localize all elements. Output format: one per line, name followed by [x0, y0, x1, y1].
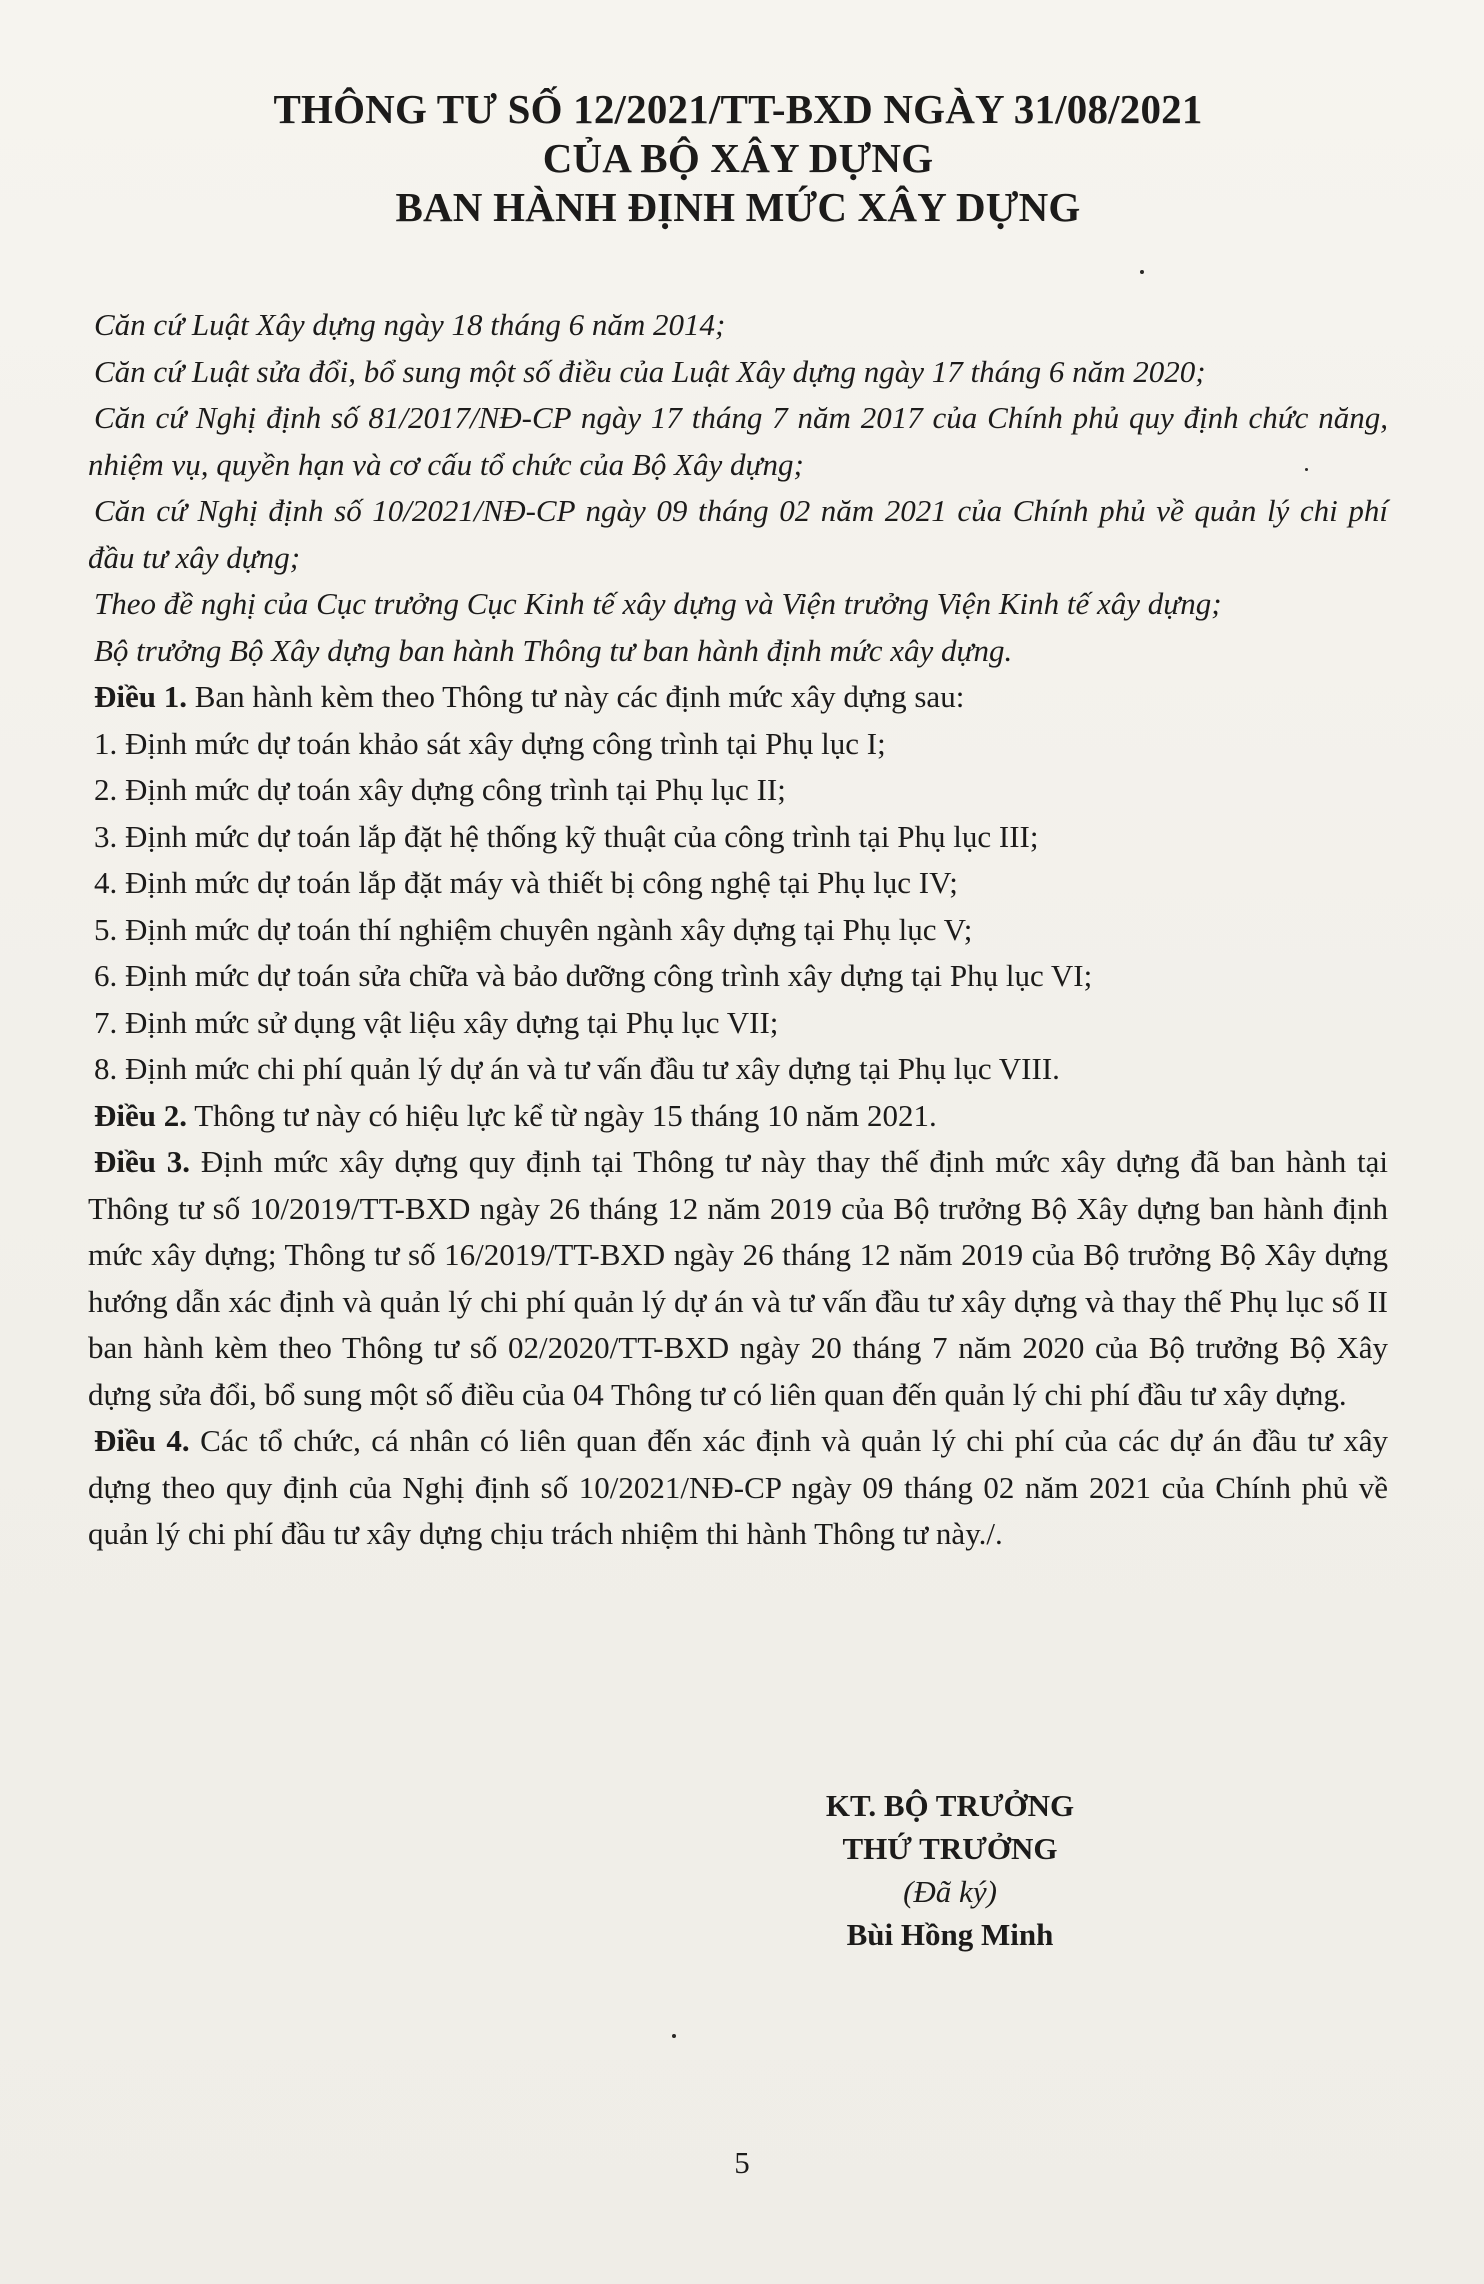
article-1: [88, 674, 1388, 721]
basis-paragraph: Căn cứ Luật sửa đổi, bổ sung một số điều của Luật Xây dựng ngày 17 tháng 6 năm 2020;: [94, 353, 1206, 389]
basis-paragraph: Căn cứ Nghị định số 10/2021/NĐ-CP ngày 09 tháng 02 năm 2021 của Chính phủ về quản lý chi phí đầu tư xây dựng;: [88, 493, 1388, 575]
list-item: 8. Định mức chi phí quản lý dự án và tư vấn đầu tư xây dựng tại Phụ lục VIII.: [94, 1051, 1060, 1086]
list-item: 6. Định mức dự toán sửa chữa và bảo dưỡng công trình xây dựng tại Phụ lục VI;: [94, 958, 1093, 993]
article-3: [88, 1139, 1388, 1418]
basis-paragraph: Theo đề nghị của Cục trưởng Cục Kinh tế xây dựng và Viện trưởng Viện Kinh tế xây dựng;: [94, 586, 1222, 621]
article-text: Các tổ chức, cá nhân có liên quan đến xác định và quản lý chi phí của các dự án đầu tư xây dựng theo quy định của Nghị định số 10/2021/NĐ-CP ngày 09 tháng 02 năm 2021 của Chính phủ về quản lý chi phí đầu tư xây dựng chịu trách nhiệm thi hành Thông tư này./.: [88, 1423, 1388, 1551]
article-label: Điều 4.: [94, 1423, 190, 1458]
signer-title: THỨ TRƯỞNG: [842, 1831, 1058, 1866]
document-title: [88, 85, 1388, 232]
list-item: 5. Định mức dự toán thí nghiệm chuyên ngành xây dựng tại Phụ lục V;: [94, 911, 973, 947]
article-text: Thông tư này có hiệu lực kể từ ngày 15 tháng 10 năm 2021.: [187, 1097, 937, 1133]
list-item: 2. Định mức dự toán xây dựng công trình tại Phụ lục II;: [94, 772, 786, 807]
article-text: Định mức xây dựng quy định tại Thông tư này thay thế định mức xây dựng đã ban hành tại Thông tư số 10/2019/TT-BXD ngày 26 tháng 12 năm 2019 của Bộ trưởng Bộ Xây dựng ban hành định mức xây dựng; Thông tư số 16/2019/TT-BXD ngày 26 tháng 12 năm 2019 của Bộ trưởng Bộ Xây dựng hướng dẫn xác định và quản lý chi phí quản lý dự án và tư vấn đầu tư xây dựng và thay thế Phụ lục số II ban hành kèm theo Thông tư số 02/2020/TT-BXD ngày 20 tháng 7 năm 2020 của Bộ trưởng Bộ Xây dựng sửa đổi, bổ sung một số điều của 04 Thông tư có liên quan đến quản lý chi phí đầu tư xây dựng.: [88, 1144, 1388, 1412]
signature-block: [700, 1784, 1200, 1956]
article-2: [88, 1093, 1388, 1140]
basis-paragraph: Bộ trưởng Bộ Xây dựng ban hành Thông tư ban hành định mức xây dựng.: [94, 632, 1013, 668]
title-line: BAN HÀNH ĐỊNH MỨC XÂY DỰNG: [395, 184, 1081, 230]
article-label: Điều 3.: [94, 1144, 191, 1179]
list-item: 3. Định mức dự toán lắp đặt hệ thống kỹ thuật của công trình tại Phụ lục III;: [94, 818, 1039, 854]
basis-paragraph: Căn cứ Nghị định số 81/2017/NĐ-CP ngày 17 tháng 7 năm 2017 của Chính phủ quy định chức năng, nhiệm vụ, quyền hạn và cơ cấu tổ chức của Bộ Xây dựng;: [88, 400, 1388, 482]
basis-paragraph: Căn cứ Luật Xây dựng ngày 18 tháng 6 năm 2014;: [94, 307, 726, 342]
list-item: 7. Định mức sử dụng vật liệu xây dựng tại Phụ lục VII;: [94, 1004, 779, 1040]
list-item: 4. Định mức dự toán lắp đặt máy và thiết bị công nghệ tại Phụ lục IV;: [94, 865, 958, 900]
signer-authority: KT. BỘ TRƯỞNG: [825, 1788, 1075, 1823]
document-body: [88, 85, 1388, 1558]
list-item: 1. Định mức dự toán khảo sát xây dựng công trình tại Phụ lục I;: [94, 725, 886, 761]
article-label: Điều 1.: [94, 679, 187, 714]
signed-note: (Đã ký): [903, 1874, 997, 1909]
title-line: CỦA BỘ XÂY DỰNG: [542, 135, 934, 181]
article-text: Ban hành kèm theo Thông tư này các định mức xây dựng sau:: [187, 679, 965, 714]
page-number: 5: [734, 2145, 750, 2180]
article-4: [88, 1418, 1388, 1558]
article-label: Điều 2.: [94, 1097, 187, 1133]
legal-basis: [88, 302, 1388, 674]
print-speck: [672, 2034, 676, 2038]
signer-name: Bùi Hồng Minh: [846, 1917, 1054, 1952]
title-line: THÔNG TƯ SỐ 12/2021/TT-BXD NGÀY 31/08/2021: [273, 86, 1203, 132]
